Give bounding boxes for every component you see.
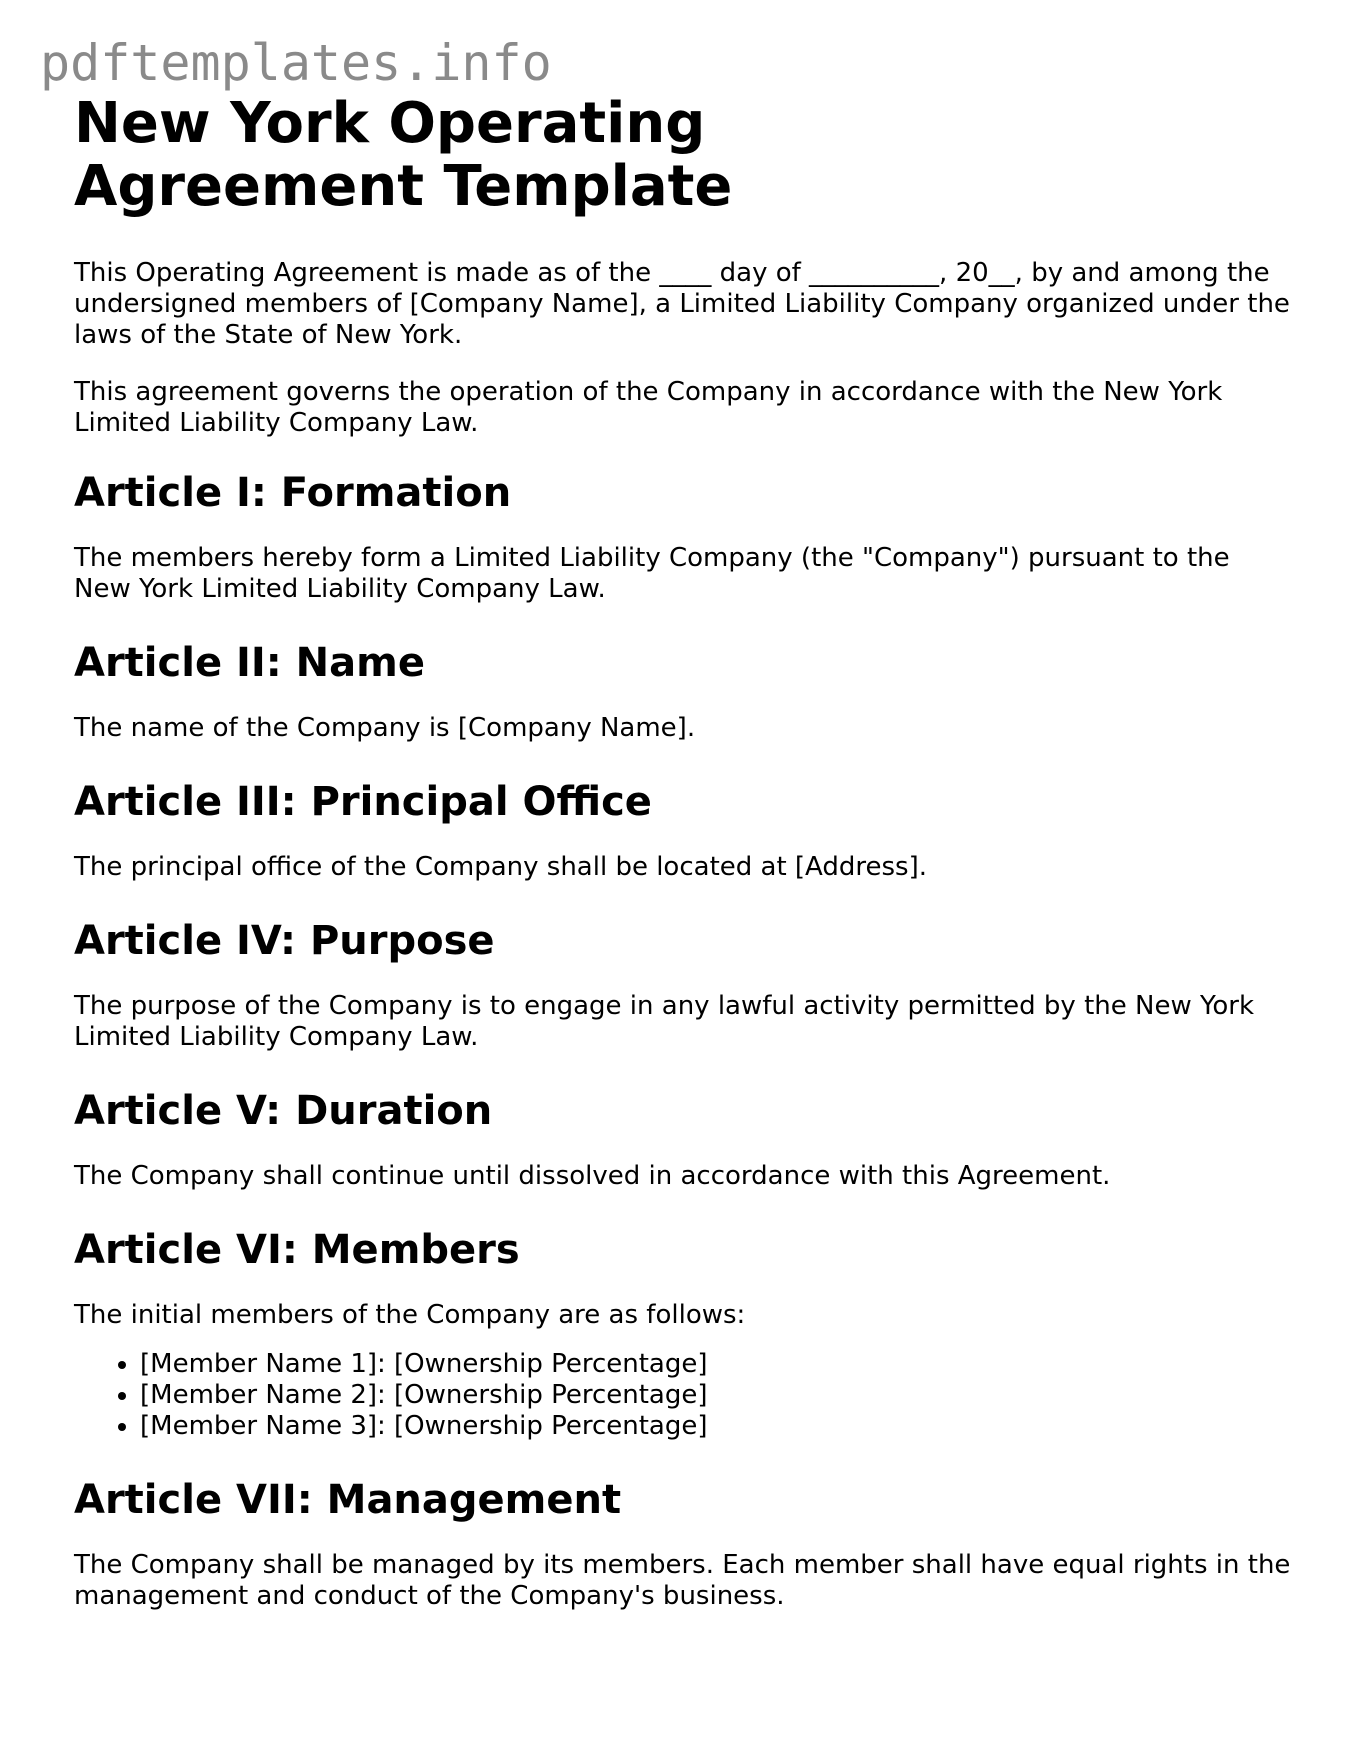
article-heading: Article VI: Members: [74, 1227, 520, 1273]
article-text: The principal office of the Company shall be located at [Address].: [74, 852, 928, 882]
article-heading: Article IV: Purpose: [74, 918, 495, 964]
article-formation: [74, 469, 1294, 605]
article-purpose: [74, 917, 1294, 1053]
article-text: The purpose of the Company is to engage in any lawful activity permitted by the New York Limited Liability Company Law.: [74, 991, 1255, 1052]
intro-paragraph: This Operating Agreement is made as of the ____ day of __________, 20__, by and among the undersigned members of [Company Name], a Limited Liability Company organized under the laws of the State of New York.: [74, 258, 1290, 350]
article-name: [74, 639, 1294, 744]
site-watermark: pdftemplates.info: [40, 34, 552, 92]
document-page: [74, 92, 1294, 1638]
intro-paragraph: This agreement governs the operation of the Company in accordance with the New York Limited Liability Company Law.: [74, 377, 1223, 438]
article-text: The members hereby form a Limited Liability Company (the "Company") pursuant to the New York Limited Liability Company Law.: [74, 543, 1230, 604]
article-heading: Article I: Formation: [74, 470, 512, 516]
article-members: [74, 1226, 1294, 1442]
article-text: The Company shall be managed by its members. Each member shall have equal rights in the management and conduct of the Company's business.: [74, 1550, 1291, 1611]
article-text: The initial members of the Company are as follows:: [74, 1300, 746, 1330]
article-text: The name of the Company is [Company Name].: [74, 713, 696, 743]
article-management: [74, 1476, 1294, 1612]
article-heading: Article II: Name: [74, 640, 425, 686]
article-duration: [74, 1087, 1294, 1192]
document-title: New York Operating Agreement Template: [74, 91, 733, 219]
member-list: [74, 1349, 1294, 1442]
list-item: • [Member Name 1]: [Ownership Percentage]: [140, 1349, 1294, 1380]
article-heading: Article V: Duration: [74, 1088, 493, 1134]
article-text: The Company shall continue until dissolved in accordance with this Agreement.: [74, 1161, 1111, 1191]
list-item: • [Member Name 2]: [Ownership Percentage]: [140, 1380, 1294, 1411]
article-heading: Article VII: Management: [74, 1477, 622, 1523]
article-principal-office: [74, 778, 1294, 883]
article-heading: Article III: Principal Office: [74, 779, 652, 825]
list-item: • [Member Name 3]: [Ownership Percentage]: [140, 1411, 1294, 1442]
